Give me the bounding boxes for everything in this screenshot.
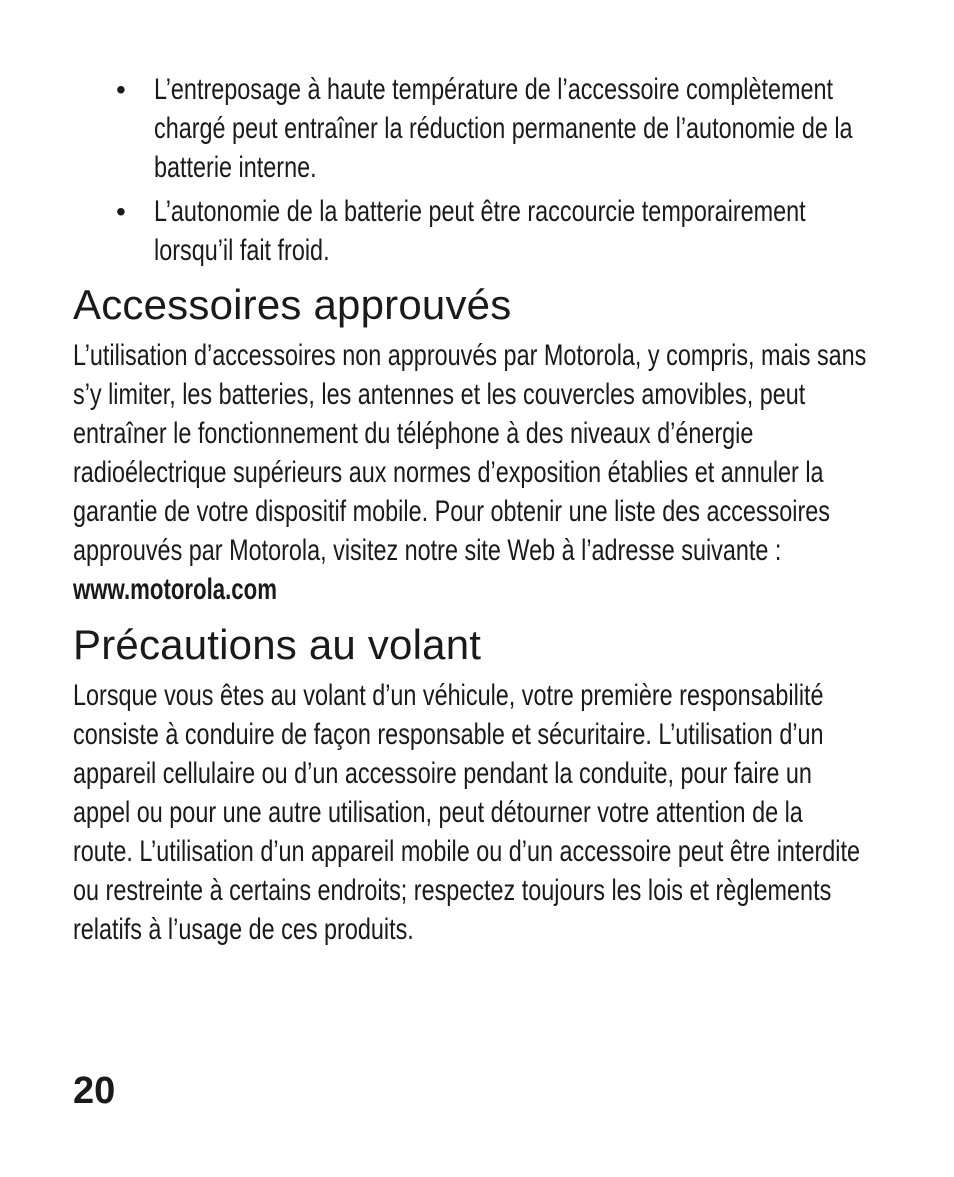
bullet-line: batterie interne. — [154, 151, 317, 184]
bullet-line: L’autonomie de la batterie peut être raccourcie temporairement — [154, 195, 806, 228]
section-heading: Précautions au volant — [73, 621, 482, 668]
body-line: s’y limiter, les batteries, les antennes et les couvercles amovibles, peut — [73, 378, 806, 411]
page-number: 20 — [73, 1070, 116, 1112]
body-line: entraîner le fonctionnement du téléphone à des niveaux d’énergie — [73, 417, 754, 450]
body-line: ou restreinte à certains endroits; respectez toujours les lois et règlements — [73, 874, 832, 907]
body-line: radioélectrique supérieurs aux normes d’exposition établies et annuler la — [73, 456, 824, 489]
body-line: approuvés par Motorola, visitez notre site Web à l’adresse suivante : — [73, 534, 782, 567]
bullet-line: chargé peut entraîner la réduction permanente de l’autonomie de la — [154, 112, 853, 145]
bullet-dot: • — [116, 74, 126, 105]
body-line: consiste à conduire de façon responsable et sécuritaire. L’utilisation d’un — [73, 718, 824, 751]
body-line: route. L’utilisation d’un appareil mobile ou d’un accessoire peut être interdite — [73, 835, 860, 868]
motorola-website-link[interactable]: www.motorola.com — [73, 573, 277, 606]
body-line: garantie de votre dispositif mobile. Pour obtenir une liste des accessoires — [73, 495, 831, 528]
bullet-line: L’entreposage à haute température de l’accessoire complètement — [154, 73, 834, 106]
bullet-line: lorsqu’il fait froid. — [154, 234, 330, 267]
body-line: L’utilisation d’accessoires non approuvés par Motorola, y compris, mais sans — [73, 339, 867, 372]
body-line: relatifs à l’usage de ces produits. — [73, 913, 414, 946]
body-line: appel ou pour une autre utilisation, peut détourner votre attention de la — [73, 796, 803, 829]
section-heading: Accessoires approuvés — [73, 281, 512, 328]
body-line: Lorsque vous êtes au volant d’un véhicule, votre première responsabilité — [73, 679, 824, 712]
body-line: appareil cellulaire ou d’un accessoire pendant la conduite, pour faire un — [73, 757, 812, 790]
bullet-dot: • — [116, 196, 126, 227]
